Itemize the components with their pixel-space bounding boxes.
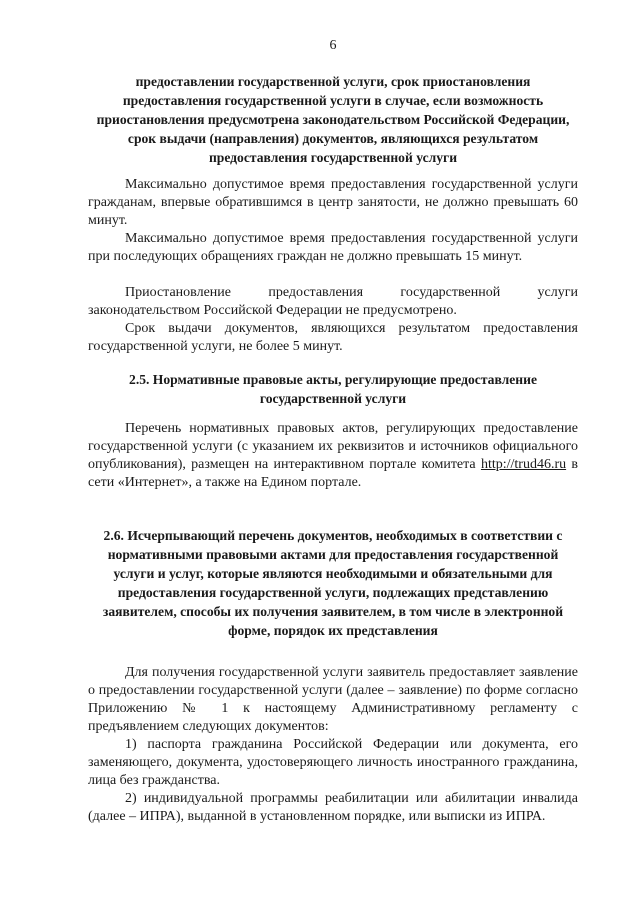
paragraph-normative-acts (88, 420, 578, 492)
list-item-ipra: 2) индивидуальной программы реабилитации или абилитации инвалида (далее – ИПРА), выданной в установленном порядке, или выписки из ИПРА. (88, 791, 578, 824)
page-number: 6 (329, 38, 337, 53)
paragraph-application-requirements: Для получения государственной услуги заявитель предоставляет заявление о предоставлении государственной услуги (далее – заявление) по форме согласно Приложению № 1 к настоящему Административному регламенту с предъявлением следующих документов: (88, 665, 578, 734)
paragraph-documents-issue-time: Срок выдачи документов, являющихся результатом предоставления государственной услуги, не более 5 минут. (88, 321, 578, 354)
normative-acts-text: Перечень нормативных правовых актов, регулирующих предоставление государственной услуги (с указанием их реквизитов и источников официального опубликования), размещен на интерактивном портале комитета (88, 421, 578, 472)
paragraph-max-time-repeat-visit: Максимально допустимое время предоставления государственной услуги при последующих обращениях граждан не должно превышать 15 минут. (88, 231, 578, 264)
section-heading-2-4-continued: предоставлении государственной услуги, срок приостановления предоставления государственной услуги в случае, если возможность приостановления предусмотрена законодательством Российской Федерации, срок выдачи (направления) документов, являющихся результатом предоставления государственной услуги (96, 74, 570, 165)
normative-acts-text-end: в сети «Интернет», а также на Едином портале. (88, 457, 579, 490)
list-item-passport: 1) паспорта гражданина Российской Федерации или документа, его заменяющего, документа, удостоверяющего личность иностранного гражданина, лица без гражданства. (88, 737, 578, 788)
section-heading-2-6: 2.6. Исчерпывающий перечень документов, необходимых в соответствии с нормативными правовыми актами для предоставления государственной услуги и услуг, которые являются необходимыми и обязательными для предоставления государственной услуги, подлежащих представлению заявителем, способы их получения заявителем, в том числе в электронной форме, порядок их представления (102, 528, 564, 638)
trud46-link[interactable]: http://trud46.ru (480, 457, 567, 472)
paragraph-suspension: Приостановление предоставления государственной услуги законодательством Российской Федерации не предусмотрено. (88, 285, 578, 318)
paragraph-max-time-first-visit: Максимально допустимое время предоставления государственной услуги гражданам, впервые обратившимся в центр занятости, не должно превышать 60 минут. (88, 177, 578, 228)
section-heading-2-5: 2.5. Нормативные правовые акты, регулирующие предоставление государственной услуги (129, 372, 537, 406)
